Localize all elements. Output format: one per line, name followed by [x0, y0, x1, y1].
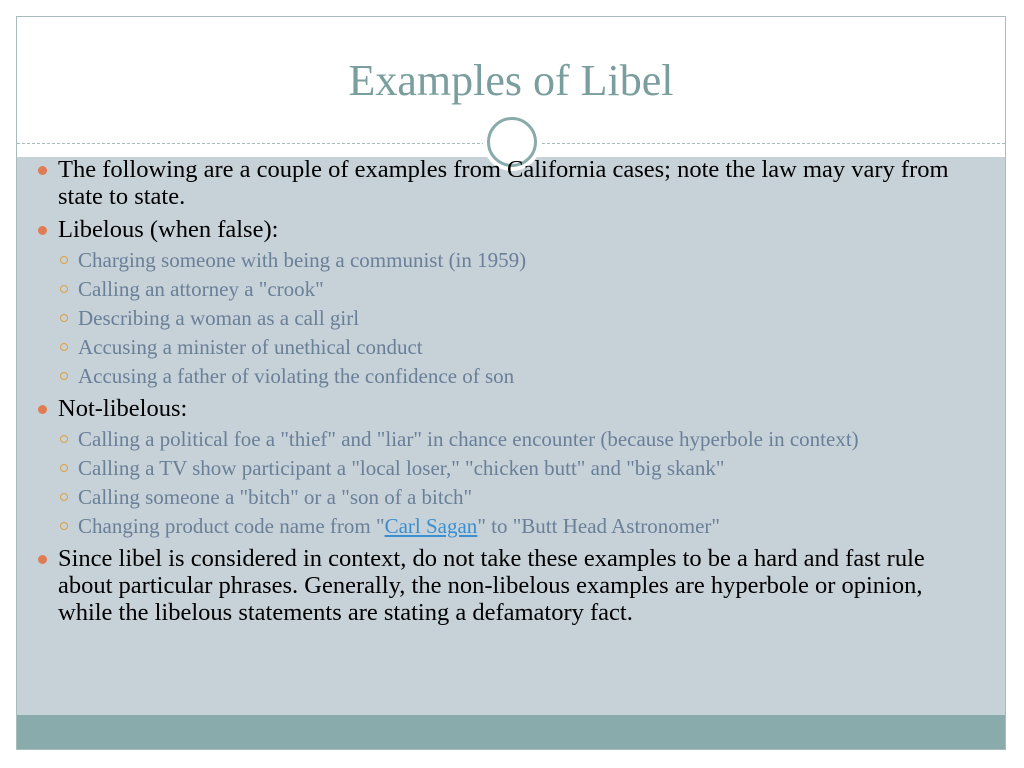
bullet-text: The following are a couple of examples from California cases; note the law may vary from state to state.	[58, 156, 949, 210]
sub-bullet-item: Calling a TV show participant a "local loser," "chicken butt" and "big skank"	[58, 457, 958, 479]
sub-bullet-ring-icon	[60, 343, 68, 351]
sub-bullet-ring-icon	[60, 285, 68, 293]
sub-bullet-item: Accusing a father of violating the confidence of son	[58, 365, 958, 387]
bullet-dot-icon	[38, 226, 47, 235]
sub-bullet-item: Calling a political foe a "thief" and "liar" in chance encounter (because hyperbole in context)	[58, 428, 958, 450]
sub-bullet-ring-icon	[60, 493, 68, 501]
sub-bullet-ring-icon	[60, 435, 68, 443]
sub-bullet-list	[58, 428, 958, 537]
bullet-dot-icon	[38, 405, 47, 414]
bullet-text: Libelous (when false):	[58, 216, 279, 243]
sub-bullet-ring-icon	[60, 256, 68, 264]
bullet-item	[38, 216, 958, 387]
slide-title: Examples of Libel	[348, 56, 674, 105]
sub-bullet-item: Describing a woman as a call girl	[58, 307, 958, 329]
bullet-dot-icon	[38, 555, 47, 564]
sub-bullet-ring-icon	[60, 464, 68, 472]
sub-bullet-item: Calling an attorney a "crook"	[58, 278, 958, 300]
bullet-text: Not-libelous:	[58, 395, 188, 422]
sub-bullet-ring-icon	[60, 522, 68, 530]
footer-band	[17, 715, 1005, 750]
sub-bullet-item-with-link: Changing product code name from "Carl Sagan" to "Butt Head Astronomer"	[58, 515, 958, 537]
sub-bullet-item: Charging someone with being a communist (in 1959)	[58, 249, 958, 271]
bullet-text: Since libel is considered in context, do not take these examples to be a hard and fast rule about particular phrases. Generally, the non-libelous examples are hyperbole or opinion, while the libelous statements are stating a defamatory fact.	[58, 545, 925, 626]
bullet-item	[38, 156, 958, 210]
carl-sagan-link[interactable]: Carl Sagan	[384, 514, 478, 538]
sub-bullet-list	[58, 249, 958, 387]
sub-bullet-ring-icon	[60, 314, 68, 322]
bullet-item	[38, 395, 958, 537]
sub-bullet-item: Calling someone a "bitch" or a "son of a bitch"	[58, 486, 958, 508]
bullet-list	[38, 156, 958, 632]
bullet-item	[38, 545, 958, 626]
sub-bullet-item: Accusing a minister of unethical conduct	[58, 336, 958, 358]
sub-bullet-ring-icon	[60, 372, 68, 380]
bullet-dot-icon	[38, 166, 47, 175]
